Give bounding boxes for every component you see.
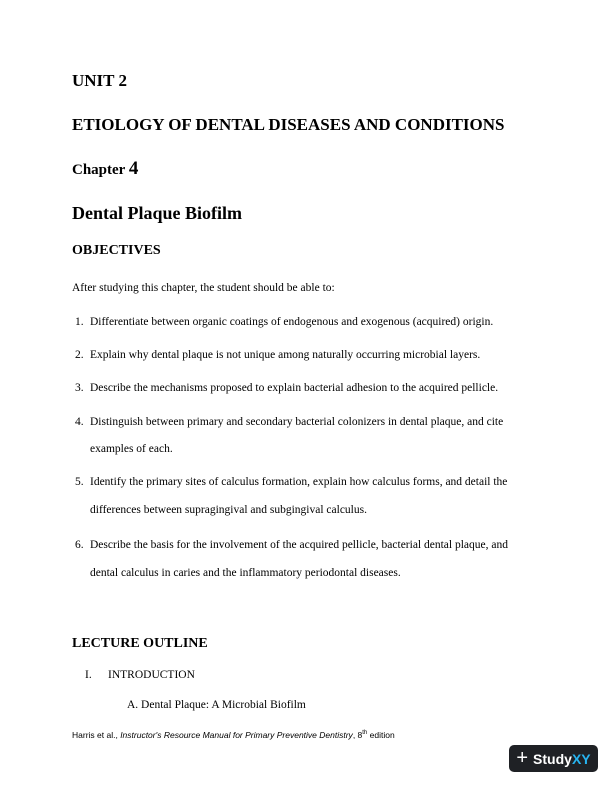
outline-sub-item: A. Dental Plaque: A Microbial Biofilm bbox=[127, 699, 306, 711]
objective-text: Differentiate between organic coatings of endogenous and exogenous (acquired) origin. bbox=[90, 316, 494, 328]
outline-item-text: INTRODUCTION bbox=[108, 669, 195, 681]
objective-number: 4. bbox=[75, 416, 84, 428]
page-footer bbox=[72, 730, 395, 740]
objective-number: 5. bbox=[75, 476, 84, 488]
objective-text-continued: dental calculus in caries and the inflammatory periodontal diseases. bbox=[90, 567, 401, 579]
chapter-title: Dental Plaque Biofilm bbox=[72, 203, 242, 223]
objective-text: Identify the primary sites of calculus formation, explain how calculus forms, and detail the bbox=[90, 476, 508, 488]
objective-text-continued: examples of each. bbox=[90, 443, 173, 455]
plus-icon: + bbox=[516, 746, 529, 769]
unit-title: ETIOLOGY OF DENTAL DISEASES AND CONDITIONS bbox=[72, 115, 505, 134]
badge-text-accent: XY bbox=[571, 750, 591, 767]
footer-superscript: th bbox=[362, 730, 368, 737]
objective-number: 2. bbox=[75, 349, 84, 361]
footer-book-title: Instructor's Resource Manual for Primary Preventive Dentistry bbox=[120, 730, 353, 740]
badge-brand bbox=[533, 751, 591, 767]
footer-prefix: Harris et al., bbox=[72, 730, 121, 740]
chapter-number: 4 bbox=[128, 158, 139, 179]
objective-text: Distinguish between primary and secondary bacterial colonizers in dental plaque, and cite bbox=[90, 416, 504, 428]
footer-suffix: edition bbox=[367, 730, 395, 740]
objectives-heading: OBJECTIVES bbox=[72, 243, 161, 258]
unit-label: UNIT 2 bbox=[72, 71, 127, 90]
objectives-intro: After studying this chapter, the student should be able to: bbox=[72, 282, 335, 294]
objective-number: 6. bbox=[75, 539, 84, 551]
objective-text-continued: differences between supragingival and subgingival calculus. bbox=[90, 504, 367, 516]
objective-text: Explain why dental plaque is not unique among naturally occurring microbial layers. bbox=[90, 349, 481, 361]
lecture-outline-heading: LECTURE OUTLINE bbox=[72, 636, 208, 651]
studyxy-badge[interactable] bbox=[509, 745, 598, 772]
badge-text-main: Study bbox=[533, 750, 572, 767]
objective-text: Describe the mechanisms proposed to explain bacterial adhesion to the acquired pellicle. bbox=[90, 382, 499, 394]
outline-item-number: I. bbox=[85, 669, 92, 681]
objective-number: 1. bbox=[75, 316, 84, 328]
objective-number: 3. bbox=[75, 382, 84, 394]
footer-sep: , 8 bbox=[352, 730, 363, 740]
chapter-label: Chapter bbox=[72, 162, 126, 178]
chapter-heading bbox=[72, 158, 138, 180]
objective-text: Describe the basis for the involvement of the acquired pellicle, bacterial dental plaque, and bbox=[90, 539, 508, 551]
